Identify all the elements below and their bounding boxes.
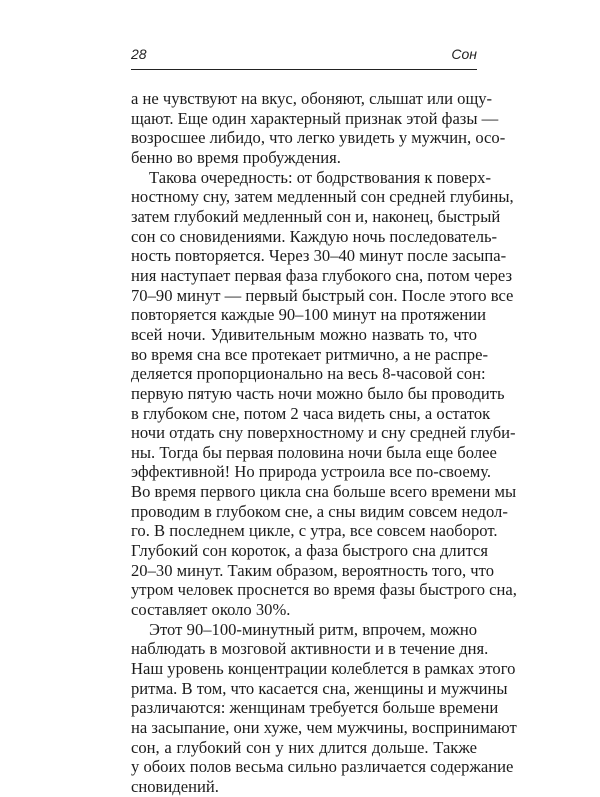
text-line: возросшее либидо, что легко увидеть у мужчин, осо- <box>131 128 506 148</box>
text-line: у обоих полов весьма сильно различается содержание <box>131 757 514 777</box>
text-line: ритма. В том, что касается сна, женщины и мужчины <box>131 678 508 698</box>
text-line: деляется пропорционально на весь 8-часовой сон: <box>131 364 486 384</box>
text-line: ния наступает первая фаза глубокого сна, потом через <box>131 265 513 285</box>
text-line: эффективной! Но природа устроила все по-своему. <box>131 462 492 482</box>
text-line: различаются: женщинам требуется больше времени <box>131 698 499 718</box>
text-line: ностному сну, затем медленный сон средней глубины, <box>131 187 514 207</box>
paragraph <box>131 619 517 797</box>
text-line: сновидений. <box>131 776 219 796</box>
text-line: щают. Еще один характерный признак этой фазы — <box>131 108 499 128</box>
text-line: повторяется каждые 90–100 минут на протяжении <box>131 305 487 325</box>
text-line: Этот 90–100-минутный ритм, впрочем, можно <box>149 619 477 639</box>
text-line: Во время первого цикла сна больше всего времени мы <box>131 482 517 502</box>
text-line: сон со сновидениями. Каждую ночь последователь- <box>131 226 498 246</box>
text-line: Такова очередность: от бодрствования к поверх- <box>149 167 491 187</box>
text-line: бенно во время пробуждения. <box>131 147 341 167</box>
text-line: утром человек проснется во время фазы быстрого сна, <box>131 580 517 600</box>
text-line: наблюдать в мозговой активности и в течение дня. <box>131 639 489 659</box>
text-line: во время сна все протекает ритмично, а не распре- <box>131 344 488 364</box>
text-line: в глубоком сне, потом 2 часа видеть сны, а остаток <box>131 403 491 423</box>
paragraph <box>131 89 506 168</box>
text-line: затем глубокий медленный сон и, наконец, быстрый <box>131 206 501 226</box>
text-line: 70–90 минут — первый быстрый сон. После этого все <box>131 285 514 305</box>
text-line: а не чувствуют на вкус, обоняют, слышат или ощу- <box>131 89 493 108</box>
running-title: Сон <box>451 46 477 62</box>
page-number: 28 <box>131 46 147 62</box>
text-line: на засыпание, они хуже, чем мужчины, воспринимают <box>131 718 517 737</box>
text-line: ночи отдать сну поверхностному и сну средней глуби- <box>131 423 516 443</box>
text-line: 20–30 минут. Таким образом, вероятность того, что <box>131 560 494 580</box>
text-line: всей ночи. Удивительным можно назвать то, что <box>131 324 477 344</box>
body-text <box>131 89 517 797</box>
text-line: первую пятую часть ночи можно было бы проводить <box>131 383 505 403</box>
text-line: Наш уровень концентрации колеблется в рамках этого <box>131 659 516 679</box>
text-line: ность повторяется. Через 30–40 минут после засыпа- <box>131 246 507 266</box>
text-line: Глубокий сон короток, а фаза быстрого сна длится <box>131 541 489 561</box>
paragraph <box>131 167 517 620</box>
text-line: проводим в глубоком сне, а сны видим совсем недол- <box>131 501 508 521</box>
text-line: составляет около 30%. <box>131 600 291 620</box>
text-line: сон, а глубокий сон у них длится дольше. Также <box>131 737 477 757</box>
text-line: ны. Тогда бы первая половина ночи была еще более <box>131 442 497 462</box>
header-rule <box>131 69 477 70</box>
text-line: го. В последнем цикле, с утра, все совсем наоборот. <box>131 521 498 541</box>
